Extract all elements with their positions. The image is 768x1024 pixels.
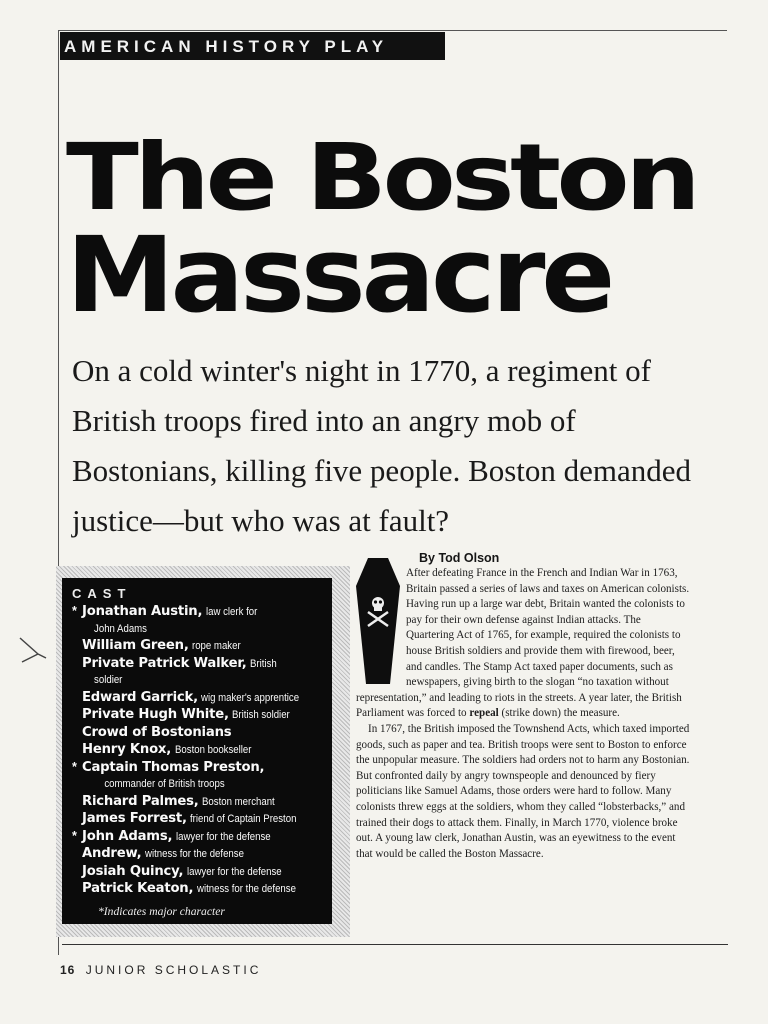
cast-member-name: William Green, <box>82 638 189 653</box>
cast-member-role: law clerk for <box>205 606 258 618</box>
section-header <box>60 32 445 60</box>
cast-member-role: friend of Captain Preston <box>190 813 297 825</box>
cast-member <box>72 828 326 846</box>
cast-member-name: Jonathan Austin, <box>82 604 203 619</box>
cast-member <box>72 637 326 655</box>
cast-member <box>72 793 326 811</box>
cast-member <box>72 880 326 898</box>
bottom-rule <box>62 944 728 945</box>
cast-member-name: Patrick Keaton, <box>82 881 194 896</box>
cast-member-name: Crowd of Bostonians <box>82 724 232 740</box>
cast-heading: CAST <box>72 586 132 601</box>
page-footer <box>60 963 261 977</box>
cast-member-name: Josiah Quincy, <box>82 863 184 879</box>
major-character-asterisk: * <box>72 828 77 843</box>
cast-member <box>72 655 326 689</box>
cast-member-role: lawyer for the defense <box>186 865 282 878</box>
cast-footnote: *Indicates major character <box>98 904 225 918</box>
major-character-asterisk: * <box>72 604 77 618</box>
cast-member-role: British soldier <box>232 709 291 721</box>
paragraph-1-text: After defeating France in the French and Indian War in 1763, Britain passed a series of laws and taxes on American colonists. Having run up a large war debt, Britain wanted the colonists to pay for their own defense against Indian attacks. The Quartering Act of 1765, for example, required the colonists to house British soldiers and provide them with firewood, beer, and candles. The Stamp Act taxed paper documents, such as newspapers, giving birth to the slogan “no taxation without representation,” and leading to riots in the streets. A year later, the British Parliament was forced to <box>356 567 690 720</box>
cast-member <box>72 863 326 881</box>
cast-member-role: British <box>250 657 277 670</box>
cast-member-role: witness for the defense <box>144 848 244 860</box>
cast-member-role: Boston bookseller <box>174 744 252 756</box>
article-paragraph-1 <box>356 566 690 722</box>
cast-member-role: lawyer for the defense <box>175 830 271 843</box>
page-number: 16 <box>60 963 76 977</box>
cast-member-name: Private Patrick Walker, <box>82 655 247 671</box>
section-header-label: AMERICAN HISTORY PLAY <box>64 37 389 56</box>
cast-member <box>72 724 326 742</box>
deck-subtitle: On a cold winter's night in 1770, a regiment of British troops fired into an angry mob of Bostonians, killing five people. Boston demanded justice—but who was at fault? <box>72 353 692 538</box>
cast-member-role-continued: soldier <box>94 674 123 686</box>
cast-member <box>72 845 326 863</box>
cast-member-name: Edward Garrick, <box>82 689 198 705</box>
coffin-wrap-space <box>356 566 404 690</box>
cast-member <box>72 706 326 724</box>
byline: By Tod Olson <box>419 551 500 565</box>
cast-member-name: Captain Thomas Preston, <box>82 759 265 775</box>
cast-member-role: wig maker's apprentice <box>201 691 300 704</box>
article-paragraph-2: In 1767, the British imposed the Townshend Acts, which taxed imported goods, such as paper and tea. British troops were sent to Boston to enforce the unpopular measure. The soldiers had orders not to harm any Bostonian. But confronted daily by angry townspeople and denounced by fiery politicians like Samuel Adams, those orders were hard to follow. Many colonists threw eggs at the soldiers, whom they called “lobsterbacks,” and trained their dogs to attack them. Finally, in March 1770, violence broke out. A young law clerk, Jonathan Austin, was an eyewitness to the event that would be called the Boston Massacre. <box>356 722 690 860</box>
cast-member-name: Andrew, <box>82 846 142 861</box>
cast-member-name: Henry Knox, <box>82 742 172 757</box>
article-body <box>356 566 690 862</box>
cast-member <box>72 810 326 828</box>
hand-drawn-arrow-icon <box>18 628 48 668</box>
cast-member <box>72 741 326 759</box>
cast-member-role-continued: commander of British troops <box>104 778 225 790</box>
cast-member-role: Boston merchant <box>202 795 275 808</box>
cast-member <box>72 689 326 707</box>
title-line-2: Massacre <box>66 214 612 336</box>
vocabulary-word: repeal <box>469 707 499 720</box>
cast-member-name: James Forrest, <box>82 811 187 826</box>
magazine-name: JUNIOR SCHOLASTIC <box>85 963 262 977</box>
major-character-asterisk: * <box>72 759 77 774</box>
cast-box <box>62 578 332 924</box>
cast-member-name: Private Hugh White, <box>82 707 229 722</box>
cast-member-name: Richard Palmes, <box>82 793 199 809</box>
cast-member-role: witness for the defense <box>196 883 296 895</box>
paragraph-1-end: (strike down) the measure. <box>501 707 620 720</box>
cast-member <box>72 603 326 637</box>
cast-member <box>72 759 326 793</box>
cast-member-role: rope maker <box>192 640 241 652</box>
cast-member-name: John Adams, <box>82 828 173 844</box>
title-line-1: The Boston <box>66 124 697 231</box>
cast-member-role-continued: John Adams <box>94 622 147 635</box>
cast-list <box>72 603 326 898</box>
